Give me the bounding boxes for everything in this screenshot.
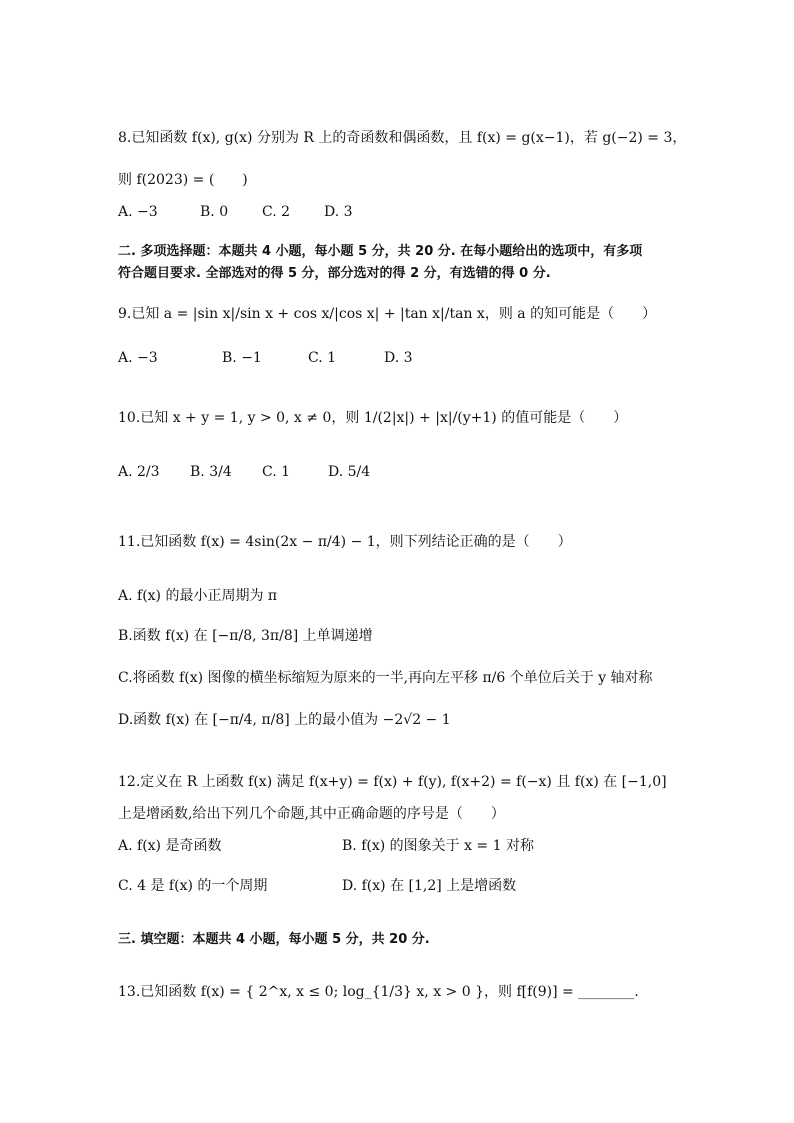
q10-option-b: B. 3/4 <box>190 464 232 480</box>
q12-option-c: C. 4 是 f(x) 的一个周期 <box>118 878 268 894</box>
q12-option-a: A. f(x) 是奇函数 <box>118 838 222 854</box>
q9-option-b: B. −1 <box>222 350 262 366</box>
q12-option-d: D. f(x) 在 [1,2] 上是增函数 <box>342 878 517 894</box>
q11-option-c: C.将函数 f(x) 图像的横坐标缩短为原来的一半,再向左平移 π/6 个单位后关于 y 轴对称 <box>118 670 653 686</box>
q10-option-a: A. 2/3 <box>118 464 160 480</box>
q8-option-a: A. −3 <box>118 204 158 220</box>
q8-option-c: C. 2 <box>262 204 291 220</box>
q8-stem-line2: 则 f(2023) = ( ) <box>118 172 248 188</box>
section2-heading-line1: 二. 多项选择题：本题共 4 小题，每小题 5 分，共 20 分. 在每小题给出的选项中，有多项 <box>118 244 643 259</box>
q11-option-d: D.函数 f(x) 在 [−π/4, π/8] 上的最小值为 −2√2 − 1 <box>118 712 451 728</box>
q8-option-d: D. 3 <box>324 204 353 220</box>
q8-option-b: B. 0 <box>200 204 229 220</box>
q9-option-d: D. 3 <box>384 350 413 366</box>
q9-stem: 9.已知 a = |sin x|/sin x + cos x/|cos x| + |tan x|/tan x，则 a 的知可能是（ ） <box>118 306 657 322</box>
q13-stem: 13.已知函数 f(x) = { 2^x, x ≤ 0; log_{1/3} x, x > 0 }，则 f[f(9)] = ________. <box>118 984 639 1000</box>
q10-option-d: D. 5/4 <box>328 464 371 480</box>
q12-option-b: B. f(x) 的图象关于 x = 1 对称 <box>342 838 534 854</box>
q10-stem: 10.已知 x + y = 1, y > 0, x ≠ 0，则 1/(2|x|) + |x|/(y+1) 的值可能是（ ） <box>118 410 628 426</box>
section2-heading-line2: 符合题目要求. 全部选对的得 5 分，部分选对的得 2 分，有选错的得 0 分. <box>118 266 551 281</box>
q9-option-a: A. −3 <box>118 350 158 366</box>
q12-stem-line2: 上是增函数,给出下列几个命题,其中正确命题的序号是（ ） <box>118 806 505 822</box>
q12-stem-line1: 12.定义在 R 上函数 f(x) 满足 f(x+y) = f(x) + f(y), f(x+2) = f(−x) 且 f(x) 在 [−1,0] <box>118 774 667 790</box>
q10-option-c: C. 1 <box>262 464 291 480</box>
section3-heading: 三. 填空题：本题共 4 小题，每小题 5 分，共 20 分. <box>118 932 430 947</box>
q8-stem-line1: 8.已知函数 f(x), g(x) 分别为 R 上的奇函数和偶函数，且 f(x) = g(x−1)，若 g(−2) = 3， <box>118 130 687 146</box>
q11-stem: 11.已知函数 f(x) = 4sin(2x − π/4) − 1，则下列结论正确的是（ ） <box>118 534 572 550</box>
q11-option-a: A. f(x) 的最小正周期为 π <box>118 588 278 604</box>
q11-option-b: B.函数 f(x) 在 [−π/8, 3π/8] 上单调递增 <box>118 628 373 644</box>
q9-option-c: C. 1 <box>308 350 337 366</box>
